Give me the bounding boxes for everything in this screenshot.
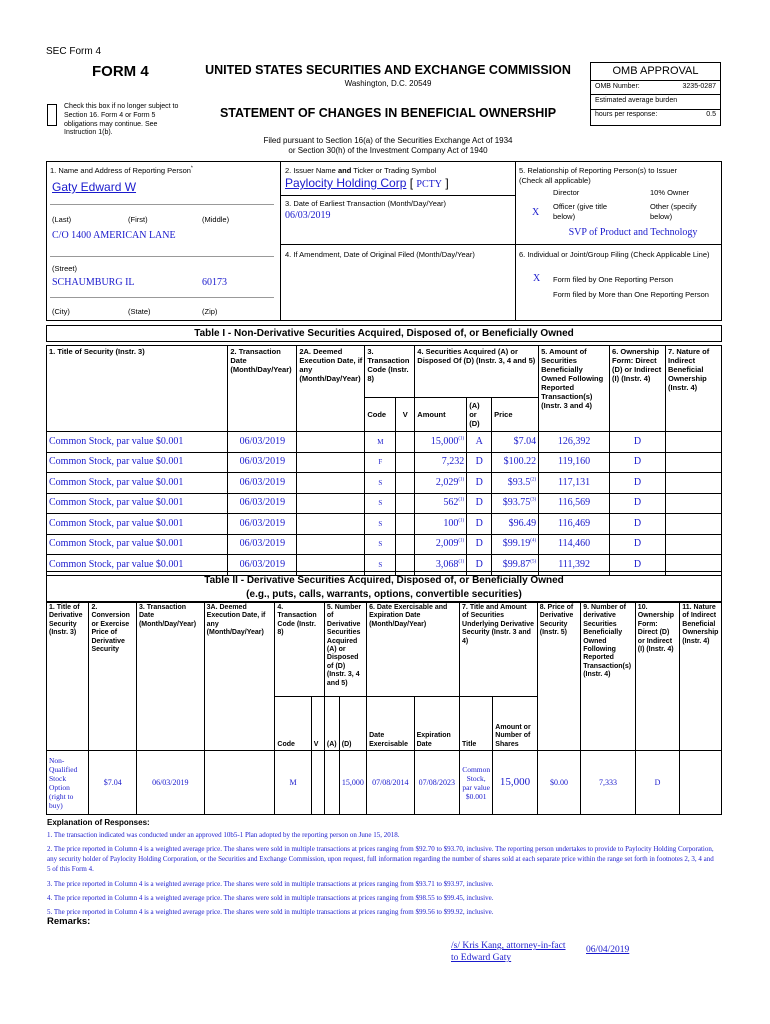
sec-form-label: SEC Form 4	[46, 46, 102, 57]
signature-date: 06/04/2019	[586, 945, 630, 955]
t1-cell-code	[365, 452, 396, 473]
table-row	[47, 514, 722, 535]
t1-header-date: 2. Transaction Date (Month/Day/Year)	[228, 346, 297, 432]
omb-hours-row	[591, 109, 720, 119]
t1-cell-title	[47, 493, 228, 514]
t1-header-securities: 4. Securities Acquired (A) or Disposed Of (D) (Instr. 3, 4 and 5)	[415, 346, 539, 398]
filed-line-2: or Section 30(h) of the Investment Company Act of 1940	[288, 146, 488, 156]
ticker-bracket-open: [	[409, 176, 414, 190]
t1-cell-date	[228, 473, 297, 494]
t1-header-nature: 7. Nature of Indirect Beneficial Ownership (Instr. 4)	[665, 346, 721, 432]
t1-cell-amount	[415, 514, 467, 535]
t1-cell-code-value: S	[378, 478, 383, 487]
table1	[46, 345, 722, 576]
first-label: (First)	[128, 215, 148, 224]
t2-cell-und-amount: 15,000	[493, 751, 537, 815]
t2-header-owned: 9. Number of derivative Securities Beneficially Owned Following Reported Transaction(s) (Instr. 4)	[581, 603, 636, 751]
t1-cell-title-value: Common Stock, par value $0.001	[49, 538, 184, 550]
reporting-zip: 60173	[202, 277, 227, 288]
earliest-date-value: 06/03/2019	[285, 210, 331, 221]
footnote-ref: (2)	[530, 477, 537, 483]
t1-cell-aord	[467, 493, 492, 514]
t1-cell-owned	[539, 493, 610, 514]
divider	[515, 161, 516, 321]
street-label: (Street)	[52, 264, 78, 273]
t1-cell-price-value: $93.75	[502, 497, 531, 509]
t2-sub-expiration: Expiration Date	[414, 697, 459, 751]
issuer-label: 2. Issuer Name and Ticker or Trading Symbol	[285, 166, 437, 175]
t1-cell-date-value: 06/03/2019	[239, 476, 286, 488]
t2-header-conversion: 2. Conversion or Exercise Price of Derivative Security	[89, 603, 137, 751]
t1-cell-nature	[665, 514, 721, 535]
t1-cell-owned-value: 119,160	[558, 456, 591, 468]
earliest-date-label: 3. Date of Earliest Transaction (Month/Day/Year)	[285, 199, 447, 208]
t2-cell-deemed	[204, 751, 275, 815]
t1-header-title: 1. Title of Security (Instr. 3)	[47, 346, 228, 432]
t1-cell-date-value: 06/03/2019	[239, 456, 286, 468]
filed-pursuant	[196, 136, 580, 157]
t1-cell-title	[47, 473, 228, 494]
t1-cell-nature	[665, 452, 721, 473]
t1-cell-code	[365, 473, 396, 494]
t1-cell-code-value: M	[377, 437, 384, 446]
t1-header-owned: 5. Amount of Securities Beneficially Owned Following Reported Transaction(s) (Instr. 3 and 4)	[539, 346, 610, 432]
omb-number-label: OMB Number:	[595, 83, 640, 90]
signature-line-2: to Edward Gaty	[451, 953, 512, 964]
t1-cell-price	[492, 452, 539, 473]
t1-sub-price: Price	[492, 398, 539, 432]
zip-label: (Zip)	[202, 307, 218, 316]
t2-header-underlying: 7. Title and Amount of Securities Underlying Derivative Security (Instr. 3 and 4)	[460, 603, 538, 697]
t1-cell-price-value: $96.49	[508, 517, 537, 529]
t1-cell-price-value: $93.5	[507, 476, 531, 488]
t1-cell-amount	[415, 473, 467, 494]
t1-cell-amount-value: 2,009	[435, 538, 459, 550]
t2-header-number: 5. Number of Derivative Securities Acquired (A) or Disposed of (D) (Instr. 3, 4 and 5)	[324, 603, 366, 697]
footnote-ref: (1)	[458, 559, 465, 565]
t1-cell-code-value: S	[378, 540, 383, 549]
t1-cell-date	[228, 493, 297, 514]
t2-header-deemed: 3A. Deemed Execution Date, if any (Month/Day/Year)	[204, 603, 275, 751]
t1-cell-aord-value: D	[475, 456, 483, 468]
t1-cell-amount	[415, 452, 467, 473]
t2-cell-conversion: $7.04	[89, 751, 137, 815]
divider	[280, 244, 722, 245]
footnote-5: 5. The price reported in Column 4 is a weighted average price. The shares were sold in multiple transactions at prices ranging from $99.56 to $99.92, inclusive.	[47, 907, 494, 916]
t2-cell-form: D	[635, 751, 679, 815]
issuer-name-line	[285, 176, 449, 190]
t2-sub-amount: Amount or Number of Shares	[493, 697, 537, 751]
t1-cell-form	[610, 432, 666, 453]
table-row	[47, 751, 722, 815]
t1-cell-price-value: $99.19	[502, 538, 531, 550]
checkbox-instruction: Check this box if no longer subject to Section 16. Form 4 or Form 5 obligations may continue. See Instruction 1(b).	[64, 103, 179, 137]
t1-cell-owned-value: 111,392	[558, 558, 590, 570]
t1-cell-date	[228, 514, 297, 535]
commission-location: Washington, D.C. 20549	[344, 79, 432, 88]
t1-cell-price	[492, 534, 539, 555]
t1-cell-aord	[467, 514, 492, 535]
t1-cell-form	[610, 493, 666, 514]
t1-cell-code-value: S	[378, 560, 383, 569]
t1-cell-amount	[415, 432, 467, 453]
t1-cell-amount-value: 7,232	[441, 456, 465, 468]
footnote-ref: (1)	[458, 538, 465, 544]
t1-cell-owned	[539, 514, 610, 535]
explanation-notes	[47, 830, 717, 917]
filing-label: 6. Individual or Joint/Group Filing (Check Applicable Line)	[519, 250, 710, 259]
footnote-ref: (4)	[530, 538, 537, 544]
t1-cell-aord-value: D	[475, 558, 483, 570]
t1-cell-v	[396, 534, 415, 555]
t2-header-nature: 11. Nature of Indirect Beneficial Ownership (Instr. 4)	[680, 603, 722, 751]
filed-line-1: Filed pursuant to Section 16(a) of the Securities Exchange Act of 1934	[263, 136, 513, 145]
t1-sub-amount: Amount	[415, 398, 467, 432]
table2-title-block	[46, 571, 722, 602]
t1-cell-price	[492, 514, 539, 535]
t2-sub-code: Code	[275, 697, 311, 751]
t1-cell-code	[365, 514, 396, 535]
t1-cell-aord-value: D	[475, 517, 483, 529]
reporting-person-name[interactable]: Gaty Edward W	[52, 180, 137, 194]
divider	[50, 204, 274, 205]
t1-cell-title	[47, 514, 228, 535]
t1-cell-nature	[665, 432, 721, 453]
relationship-title: 5. Relationship of Reporting Person(s) to Issuer	[519, 166, 677, 175]
table-row	[47, 473, 722, 494]
reporting-address: C/O 1400 AMERICAN LANE	[52, 230, 176, 241]
t2-header-code: 4. Transaction Code (Instr. 8)	[275, 603, 325, 697]
omb-number-value: 3235-0287	[682, 83, 716, 90]
t1-cell-form	[610, 534, 666, 555]
t1-cell-owned	[539, 452, 610, 473]
table2-subtitle: (e.g., puts, calls, warrants, options, convertible securities)	[246, 589, 522, 600]
t2-sub-title: Title	[460, 697, 493, 751]
t1-cell-aord	[467, 473, 492, 494]
other-label: Other (specify below)	[650, 202, 697, 221]
t1-cell-form-value: D	[633, 517, 642, 529]
t1-cell-v	[396, 473, 415, 494]
t1-cell-code-value: S	[378, 519, 383, 528]
t1-cell-title-value: Common Stock, par value $0.001	[49, 517, 184, 529]
t1-cell-form-value: D	[633, 497, 642, 509]
issuer-ticker: PCTY	[416, 179, 442, 190]
t1-header-deemed: 2A. Deemed Execution Date, if any (Month/Day/Year)	[297, 346, 365, 432]
t1-cell-aord-value: A	[475, 435, 483, 447]
t1-cell-nature	[665, 534, 721, 555]
footnote-4: 4. The price reported in Column 4 is a weighted average price. The shares were sold in multiple transactions at prices ranging from $98.55 to $99.45, inclusive.	[47, 893, 494, 902]
footnote-ref: (1)	[458, 436, 465, 442]
t1-cell-deemed	[297, 493, 365, 514]
t2-header-date: 3. Transaction Date (Month/Day/Year)	[136, 603, 204, 751]
t1-cell-v	[396, 452, 415, 473]
table-row	[47, 534, 722, 555]
t1-cell-price-value: $100.22	[503, 456, 537, 468]
t1-cell-amount-value: 3,068	[435, 558, 459, 570]
t1-cell-form-value: D	[633, 456, 642, 468]
t1-cell-price-value: $7.04	[513, 435, 537, 447]
t1-cell-code	[365, 534, 396, 555]
footnote-ref: (1)	[458, 497, 465, 503]
t1-cell-form	[610, 514, 666, 535]
omb-number-row	[591, 81, 720, 95]
t1-cell-deemed	[297, 514, 365, 535]
t1-cell-title-value: Common Stock, par value $0.001	[49, 456, 184, 468]
filing-one-label: Form filed by One Reporting Person	[553, 275, 674, 284]
t2-sub-v: V	[311, 697, 324, 751]
t2-cell-nature	[680, 751, 722, 815]
t1-cell-code	[365, 432, 396, 453]
officer-check-mark[interactable]: X	[532, 207, 540, 218]
t2-cell-d: 15,000	[339, 751, 366, 815]
director-label: Director	[553, 188, 580, 197]
remarks-label: Remarks:	[47, 916, 91, 927]
reporting-person-label: 1. Name and Address of Reporting Person*	[50, 165, 193, 175]
reporting-city: SCHAUMBURG IL	[52, 277, 135, 288]
t1-cell-aord-value: D	[475, 497, 483, 509]
t1-cell-amount	[415, 493, 467, 514]
t1-cell-owned-value: 114,460	[558, 538, 591, 550]
omb-approval-box	[590, 62, 721, 126]
t1-sub-aord: (A) or (D)	[467, 398, 492, 432]
officer-label: Officer (give title below)	[553, 202, 608, 221]
t2-cell-exercisable: 07/08/2014	[367, 751, 415, 815]
t1-cell-price-value: $99.87	[502, 558, 531, 570]
divider	[50, 256, 274, 257]
t1-cell-v	[396, 514, 415, 535]
omb-hours-label: hours per response:	[595, 111, 658, 118]
middle-label: (Middle)	[202, 215, 230, 224]
t1-cell-date-value: 06/03/2019	[239, 558, 286, 570]
t2-cell-title: Non-Qualified Stock Option (right to buy)	[47, 751, 89, 815]
t1-cell-title	[47, 452, 228, 473]
t1-sub-code: Code	[365, 398, 396, 432]
table1-title: Table I - Non-Derivative Securities Acquired, Disposed of, or Beneficially Owned	[46, 325, 722, 342]
t1-cell-price	[492, 473, 539, 494]
t2-cell-v	[311, 751, 324, 815]
t1-cell-deemed	[297, 432, 365, 453]
t1-cell-date-value: 06/03/2019	[239, 538, 286, 550]
t2-sub-exercisable: Date Exercisable	[367, 697, 415, 751]
divider	[50, 297, 274, 298]
signature	[451, 940, 566, 965]
divider	[280, 161, 281, 321]
footnote-3: 3. The price reported in Column 4 is a weighted average price. The shares were sold in multiple transactions at prices ranging from $93.71 to $93.97, inclusive.	[47, 879, 494, 888]
t2-cell-code: M	[275, 751, 311, 815]
signature-line-1: /s/ Kris Kang, attorney-in-fact	[451, 941, 566, 951]
t2-cell-a	[324, 751, 339, 815]
t2-sub-a: (A)	[324, 697, 339, 751]
t1-cell-price	[492, 432, 539, 453]
footnote-2: 2. The price reported in Column 4 is a weighted average price. The shares were sold in multiple transactions at prices ranging from $92.70 to $93.70, inclusive. The reporting person undertakes to provide to Paylocity Holding Corporation, any security holder of Paylocity Holding Corporation, or the Securities and Exchange Commission, upon request, full information regarding the number of shares sold at each separate price within the range set forth in footnotes 2, 3, 4 and 5 of this Form 4.	[47, 845, 714, 874]
form-title: FORM 4	[92, 63, 149, 80]
t2-cell-und-title: Common Stock, par value $0.001	[460, 751, 493, 815]
t1-cell-v	[396, 493, 415, 514]
ticker-bracket-close: ]	[445, 176, 449, 190]
t2-cell-owned: 7,333	[581, 751, 636, 815]
t1-cell-title	[47, 534, 228, 555]
commission-title: UNITED STATES SECURITIES AND EXCHANGE COMMISSION	[205, 63, 571, 77]
divider	[280, 195, 515, 196]
footnote-ref: (1)	[458, 477, 465, 483]
last-label: (Last)	[52, 215, 72, 224]
t1-cell-v	[396, 432, 415, 453]
t2-header-form: 10. Ownership Form: Direct (D) or Indirect (I) (Instr. 4)	[635, 603, 679, 751]
footnote-ref: (5)	[530, 559, 537, 565]
table-row	[47, 452, 722, 473]
t1-cell-code-value: S	[378, 499, 383, 508]
t1-cell-title	[47, 432, 228, 453]
t1-cell-date	[228, 432, 297, 453]
filing-more-label: Form filed by More than One Reporting Person	[553, 290, 709, 299]
t1-cell-title-value: Common Stock, par value $0.001	[49, 558, 184, 570]
t1-cell-nature	[665, 493, 721, 514]
t1-cell-form-value: D	[633, 476, 642, 488]
t1-cell-title-value: Common Stock, par value $0.001	[49, 435, 184, 447]
t1-cell-price	[492, 493, 539, 514]
issuer-name[interactable]: Paylocity Holding Corp	[285, 176, 407, 190]
t1-cell-aord-value: D	[475, 538, 483, 550]
t1-cell-amount-value: 100	[443, 517, 459, 529]
table-row	[47, 432, 722, 453]
table2-title: Table II - Derivative Securities Acquired, Disposed of, or Beneficially Owned	[204, 575, 564, 586]
t1-cell-aord	[467, 432, 492, 453]
t1-sub-v: V	[396, 398, 415, 432]
t1-cell-aord	[467, 452, 492, 473]
ten-percent-owner-label: 10% Owner	[650, 188, 690, 197]
t1-cell-nature	[665, 473, 721, 494]
relationship-label	[519, 166, 719, 186]
t1-cell-date-value: 06/03/2019	[239, 497, 286, 509]
t1-cell-owned-value: 116,569	[558, 497, 591, 509]
t1-cell-deemed	[297, 473, 365, 494]
t1-cell-amount-value: 2,029	[435, 476, 459, 488]
t1-cell-form-value: D	[633, 435, 642, 447]
amendment-label: 4. If Amendment, Date of Original Filed (Month/Day/Year)	[285, 250, 475, 259]
t2-header-price: 8. Price of Derivative Security (Instr. 5)	[537, 603, 580, 751]
filing-check-mark[interactable]: X	[533, 273, 541, 284]
footnote-ref: (1)	[458, 518, 465, 524]
footnote-ref: (3)	[530, 497, 537, 503]
omb-title: OMB APPROVAL	[591, 63, 720, 81]
t1-cell-title-value: Common Stock, par value $0.001	[49, 476, 184, 488]
t1-cell-date-value: 06/03/2019	[239, 517, 286, 529]
t1-cell-owned	[539, 473, 610, 494]
t1-cell-date-value: 06/03/2019	[239, 435, 286, 447]
t1-cell-owned-value: 117,131	[558, 476, 591, 488]
no-longer-subject-checkbox[interactable]	[47, 104, 57, 126]
t1-cell-date	[228, 452, 297, 473]
t2-sub-d: (D)	[339, 697, 366, 751]
state-label: (State)	[128, 307, 151, 316]
officer-title: SVP of Product and Technology	[568, 227, 698, 238]
t1-cell-aord-value: D	[475, 476, 483, 488]
t1-cell-form	[610, 473, 666, 494]
t1-cell-aord	[467, 534, 492, 555]
t1-cell-amount-value: 562	[443, 497, 459, 509]
t1-cell-form	[610, 452, 666, 473]
relationship-sublabel: (Check all applicable)	[519, 175, 591, 185]
t1-cell-deemed	[297, 452, 365, 473]
t1-cell-code	[365, 493, 396, 514]
t1-cell-title-value: Common Stock, par value $0.001	[49, 497, 184, 509]
t1-cell-code-value: F	[378, 458, 383, 467]
t1-cell-owned-value: 116,469	[558, 517, 591, 529]
t1-cell-amount	[415, 534, 467, 555]
table-row	[47, 493, 722, 514]
omb-burden-label: Estimated average burden	[595, 97, 678, 104]
t1-cell-date	[228, 534, 297, 555]
t1-cell-owned	[539, 432, 610, 453]
t1-cell-owned-value: 126,392	[557, 435, 591, 447]
t1-cell-form-value: D	[633, 538, 642, 550]
city-label: (City)	[52, 307, 70, 316]
statement-title: STATEMENT OF CHANGES IN BENEFICIAL OWNERSHIP	[219, 106, 557, 120]
t1-header-form: 6. Ownership Form: Direct (D) or Indirect (I) (Instr. 4)	[610, 346, 666, 432]
t2-cell-expiration: 07/08/2023	[414, 751, 459, 815]
table2	[46, 602, 722, 815]
omb-hours-value: 0.5	[706, 111, 716, 118]
t2-header-exercisable: 6. Date Exercisable and Expiration Date (Month/Day/Year)	[367, 603, 460, 697]
t2-cell-date: 06/03/2019	[136, 751, 204, 815]
t1-cell-amount-value: 15,000	[430, 435, 459, 447]
t2-header-title: 1. Title of Derivative Security (Instr. 3)	[47, 603, 89, 751]
t2-cell-price: $0.00	[537, 751, 580, 815]
t1-header-code: 3. Transaction Code (Instr. 8)	[365, 346, 415, 398]
t1-cell-form-value: D	[633, 558, 642, 570]
explanation-label: Explanation of Responses:	[47, 818, 150, 827]
t1-cell-deemed	[297, 534, 365, 555]
t1-cell-owned	[539, 534, 610, 555]
footnote-1: 1. The transaction indicated was conducted under an approved 10b5-1 Plan adopted by the reporting person on June 15, 2018.	[47, 831, 400, 839]
